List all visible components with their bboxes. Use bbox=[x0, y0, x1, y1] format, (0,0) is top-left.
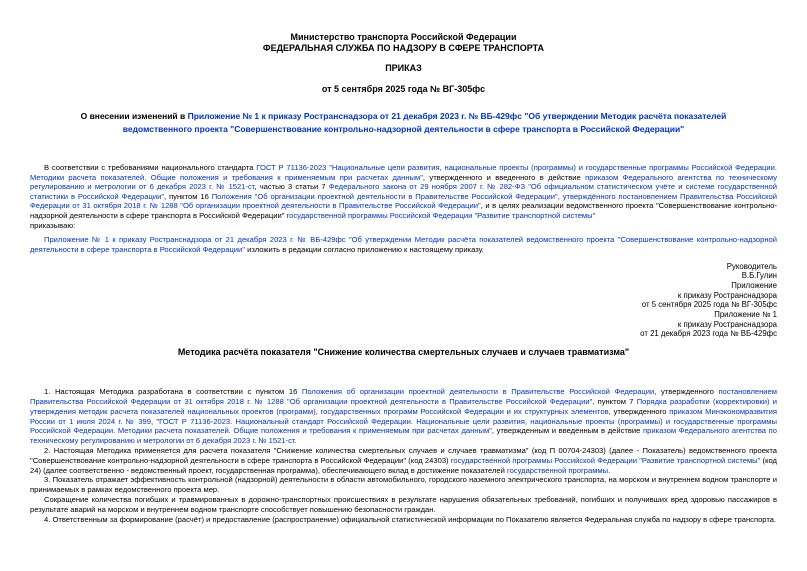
appendix-ref-line: от 21 декабря 2023 года № ВБ-429фс bbox=[640, 329, 777, 339]
text-run: , утвержденного bbox=[654, 387, 719, 397]
doc-reference-link[interactable]: постановлением Правительства Российской Федерации от 31 октября 2018 г. № 1288 "Об организации проектной деятельности в Правительстве Российской Федерации" bbox=[30, 387, 777, 406]
text-run: 4. Ответственным за формирование (расчёт) и предоставление (распространение) официальной статистической информации по Показателю является Федеральная служба по надзору в сфере транспорта. bbox=[44, 514, 777, 524]
appendix-ref-line: к приказу Ространснадзора bbox=[677, 319, 777, 329]
doc-reference-link[interactable]: государственной программы Российской Федерации "Развитие транспортной системы" bbox=[286, 210, 596, 220]
doc-reference-link[interactable]: государственной программы Российской Федерации "Развитие транспортной системы" bbox=[450, 455, 761, 465]
text-run: , " bbox=[150, 416, 160, 426]
appendix-number-label: Приложение № 1 bbox=[714, 310, 777, 320]
body-paragraph-3-continuation bbox=[30, 495, 777, 515]
agency-name: ФЕДЕРАЛЬНАЯ СЛУЖБА ПО НАДЗОРУ В СФЕРЕ ТРАНСПОРТА bbox=[262, 42, 545, 53]
text-run: В соответствии с требованиями национального стандарта bbox=[44, 163, 257, 172]
text-run: 3. Показатель отражает эффективность контрольной (надзорной) деятельности в области автомобильного, городского наземного электрического транспорта, на морском и внутреннем водном транспорте и принимаемых в рамках ведомственного проекта мер. bbox=[30, 475, 777, 495]
header-spacer bbox=[30, 53, 777, 63]
appendix-ref-line: к приказу Ространснадзора bbox=[677, 290, 777, 300]
text-run: , и в целях реализации ведомственного проекта "Совершенствование контрольно-надзорной деятельности в сфере транспорта в Российской Федерации" bbox=[30, 201, 777, 220]
appendix-ref-line: от 5 сентября 2025 года № ВГ-305фс bbox=[641, 300, 777, 310]
doc-reference-link[interactable]: Положения "Об организации проектной деятельности в Правительстве Российской Федерации", утверждённого постановлением Правительства Российской Федерации от 31 октября 2018 г. № 1288 "Об организации проектной деятельности в Правительстве Российской Федерации" bbox=[30, 191, 777, 211]
doc-reference-link[interactable]: Федерального закона от 29 ноября 2007 г. № 282-ФЗ "Об официальном статистическом учёте и системе государственной статистики в Российской Федерации" bbox=[30, 182, 778, 201]
preamble-paragraph bbox=[30, 163, 777, 221]
methodology-title: Методика расчёта показателя "Снижение количества смертельных случаев и случаев травматизма" bbox=[177, 347, 630, 358]
text-run: 1. Настоящая Методика разработана в соответствии с пунктом 16 bbox=[44, 387, 302, 397]
body-paragraph-2 bbox=[30, 446, 777, 475]
methodology-body bbox=[30, 387, 777, 524]
text-run: (код 24) (далее соответственно - ведомственный проект, государственная программа), обеспечивающего вклад в достижение показателей bbox=[30, 455, 777, 475]
prikaz-word: приказываю: bbox=[30, 220, 76, 230]
text-run: , пунктом 7 bbox=[592, 396, 637, 406]
document-title bbox=[30, 110, 777, 136]
doc-date-number: от 5 сентября 2025 года № ВГ-305фс bbox=[321, 83, 486, 94]
text-run: Сокращение количества погибших и травмированных в дорожно-транспортных происшествиях в результате нарушения обязательных требований, погибших и получивших вред здоровью пассажиров в результате аварий на морском и внутреннем водном транспорте способствует повышению безопасности граждан. bbox=[30, 494, 777, 514]
doc-type-label: ПРИКАЗ bbox=[385, 63, 422, 73]
doc-reference-link[interactable]: приказом Федерального агентства по техническому регулированию и метрологии от 6 декабря 2023 г. № 1521-ст bbox=[30, 172, 778, 192]
doc-reference-link[interactable]: Порядка разработки (корректировки) и утверждения методик расчета показателей национальных проектов (программ), государственных программ Российской Федерации и их структурных элементов bbox=[30, 396, 777, 416]
header-spacer bbox=[30, 74, 777, 84]
text-run: , частью 3 статьи 7 bbox=[254, 182, 329, 192]
doc-reference-link[interactable]: Положения об организации проектной деятельности в Правительстве Российской Федерации bbox=[301, 387, 655, 397]
signature-position: Руководитель bbox=[726, 261, 777, 271]
doc-reference-link[interactable]: ГОСТ Р 71136-2023. Национальный стандарт Российской Федерации. Национальные цели развития, национальные проекты (программы) и государственные программы Российской Федерации. Методики расчета показателей. Общие положения и требования к применяемым при расчетах данным" bbox=[30, 416, 777, 436]
body-paragraph-1 bbox=[30, 387, 777, 446]
doc-reference-link[interactable]: приказом Федерального агентства по техническому регулированию и метрологии от 6 декабря 2023 г. № 1521-ст. bbox=[30, 426, 777, 446]
text-run: изложить в редакции согласно приложению к настоящему приказу. bbox=[244, 244, 484, 254]
doc-reference-link[interactable]: Приложение № 1 к приказу Ространснадзора от 21 декабря 2023 г. № ВБ-429фс "Об утверждении Методик расчёта показателей ведомственного проекта "Совершенствование контрольно-надзорной деятельности в сфере транспорта в Российской Федерации" bbox=[30, 235, 777, 254]
text-run: , утвержденного и введенного в действие bbox=[422, 172, 586, 182]
body-paragraph-3 bbox=[30, 475, 777, 495]
text-run: О внесении изменений в bbox=[80, 111, 188, 121]
text-run: , утвержденным и введенным в действие bbox=[491, 426, 644, 436]
doc-reference-link[interactable]: государственной программы. bbox=[506, 465, 611, 475]
appendix-label: Приложение bbox=[731, 280, 777, 290]
order-paragraph bbox=[30, 235, 777, 254]
signature-name: В.Б.Гулин bbox=[741, 271, 777, 281]
doc-reference-link[interactable]: ГОСТ Р 71136-2023 "Национальные цели развития, национальные проекты (программы) и государственные программы Российской Федерации. Методики расчета показателей. Общие положения и требования к применяемым при расчетах данным" bbox=[30, 163, 777, 182]
signature-block bbox=[30, 262, 777, 340]
doc-reference-link[interactable]: приказом Минэкономразвития России от 1 июля 2024 г. № 399 bbox=[30, 406, 777, 426]
text-run: , пунктом 16 bbox=[164, 191, 212, 201]
text-run: 2. Настоящая Методика применяется для расчета показателя "Снижение количества смертельных случаев и случаев травматизма" (код П 00704-24303) (далее - Показатель) ведомственного проекта "Совершенствование контрольно-надзорной деятельности в сфере транспорта в Российской Федерации" (код 24303) bbox=[30, 445, 777, 465]
ministry-name: Министерство транспорта Российской Федерации bbox=[290, 32, 517, 42]
text-run: , утвержденного bbox=[608, 406, 670, 416]
doc-reference-link[interactable]: Приложение № 1 к приказу Ространснадзора от 21 декабря 2023 г. № ВБ-429фс "Об утверждении Методик расчёта показателей ведомственного проекта "Совершенствование контрольно-надзорной деятельности в сфере транспорта в Российской Федерации" bbox=[122, 111, 727, 134]
body-paragraph-4 bbox=[30, 515, 777, 525]
